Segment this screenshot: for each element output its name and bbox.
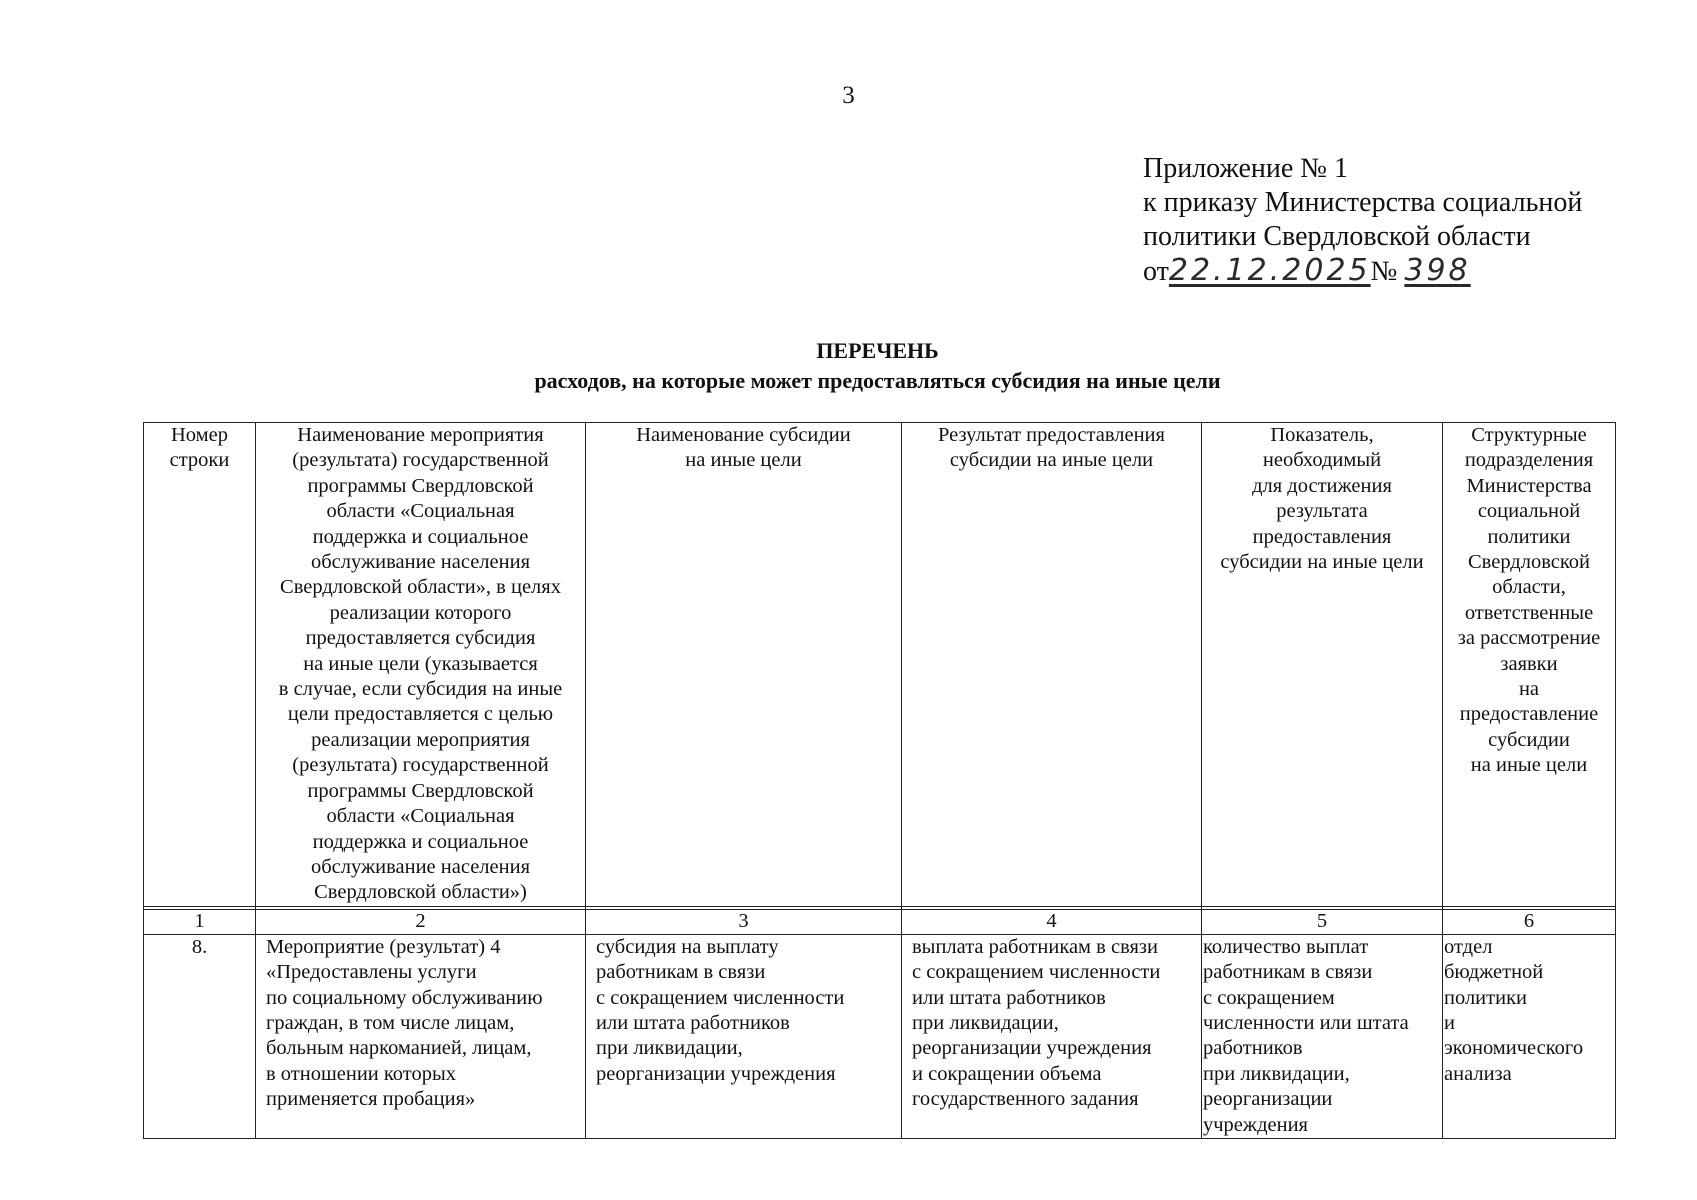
appendix-line-2: к приказу Министерства социальной (1143, 187, 1583, 218)
title-line-1: ПЕРЕЧЕНЬ (816, 338, 939, 363)
appendix-line-1: Приложение № 1 (1143, 153, 1348, 184)
column-number-cell: 1 (144, 909, 256, 934)
header-cell: Результат предоставления субсидии на иные цели (902, 423, 1202, 907)
column-number-cell: 2 (256, 909, 586, 934)
column-number-row (144, 909, 1616, 934)
header-cell: Наименование мероприятия (результата) государственной программы Свердловской области «Социальная поддержка и социальное обслуживание населения Свердловской области», в целях реализации которого предоставляется субсидия на иные цели (указывается в случае, если субсидия на иные цели предоставляется с целью реализации мероприятия (результата) государственной программы Свердловской области «Социальная поддержка и социальное обслуживание населения Свердловской области») (256, 423, 586, 907)
header-cell: Наименование субсидии на иные цели (586, 423, 902, 907)
document-title (0, 336, 1697, 396)
column-number-cell: 3 (586, 909, 902, 934)
handwritten-date: 22.12.2025 (1168, 253, 1371, 288)
appendix-line-3: политики Свердловской области (1143, 221, 1531, 252)
appendix-block (1143, 152, 1582, 289)
title-line-2: расходов, на которые может предоставляться субсидия на иные цели (534, 368, 1221, 393)
number-prefix: № (1370, 256, 1398, 287)
row-number-cell: 8. (144, 934, 256, 1138)
header-cell: Структурные подразделения Министерства социальной политики Свердловской области, ответственные за рассмотрение заявки на предоставление субсидии на иные цели (1443, 423, 1616, 907)
handwritten-number: 398 (1404, 253, 1471, 288)
column-number-cell: 6 (1443, 909, 1616, 934)
department-cell: отдел бюджетной политики и экономического анализа (1443, 934, 1616, 1138)
table-header-row (144, 423, 1616, 907)
table-row (144, 934, 1616, 1138)
appendix-date-line (1143, 254, 1582, 289)
column-number-cell: 5 (1202, 909, 1443, 934)
event-name-cell: Мероприятие (результат) 4 «Предоставлены услуги по социальному обслуживанию граждан, в том числе лицам, больным наркоманией, лицам, в отношении которых применяется пробация» (256, 934, 586, 1138)
date-prefix: от (1143, 256, 1169, 287)
header-cell: Номер строки (144, 423, 256, 907)
page-number: 3 (842, 82, 855, 109)
expenses-table (143, 422, 1616, 1139)
subsidy-name-cell: субсидия на выплату работникам в связи с сокращением численности или штата работников при ликвидации, реорганизации учреждения (586, 934, 902, 1138)
result-cell: выплата работникам в связи с сокращением численности или штата работников при ликвидации, реорганизации учреждения и сокращении объема государственного задания (902, 934, 1202, 1138)
header-cell: Показатель, необходимый для достижения результата предоставления субсидии на иные цели (1202, 423, 1443, 907)
indicator-cell: количество выплат работникам в связи с сокращением численности или штата работников при ликвидации, реорганизации учреждения (1202, 934, 1443, 1138)
column-number-cell: 4 (902, 909, 1202, 934)
